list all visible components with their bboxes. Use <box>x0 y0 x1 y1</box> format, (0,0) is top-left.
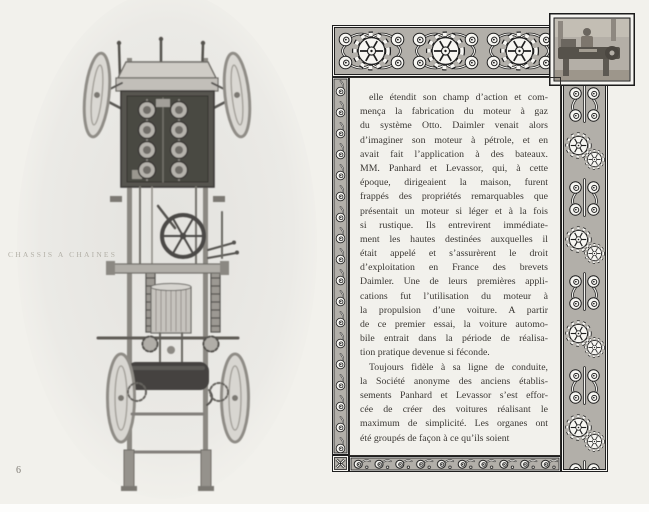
text-line: elle étendit son champ d’action et com- <box>369 92 548 103</box>
text-line: cations fut l’utilisation du moteur à <box>360 290 548 302</box>
page-number: 6 <box>16 465 21 476</box>
text-line: la Société anonyme des anciens établis- <box>360 375 548 387</box>
text-line: si rustique. Ils entrevirent immédiate- <box>360 219 548 231</box>
text-line: présentait un moteur si léger et à la fois <box>360 205 548 217</box>
text-line: était appelé et s’assurèrent le droit <box>360 248 548 260</box>
text-line: mença la fabrication du moteur à gaz <box>360 106 548 118</box>
text-line: bile entrait dans la période de réalisa- <box>360 333 548 345</box>
ornament-corner <box>332 455 349 472</box>
text-line: été groupés de façon à ce qu’ils soient <box>360 432 510 444</box>
ornament-border-bottom <box>349 456 561 472</box>
text-line: avait fait l’application à des bateaux. <box>360 148 548 160</box>
text-line: d’imaginer son moteur à pétrole, et en <box>360 134 548 146</box>
text-line: cée de créer des voitures réalisant le <box>360 404 548 416</box>
text-line: d’exploitation en France des brevets <box>360 262 548 274</box>
ornament-border-right <box>561 77 608 472</box>
text-line: époque, dirigeaient la maison, furent <box>360 177 548 189</box>
ornament-border-top <box>332 25 553 77</box>
text-line: Toujours fidèle à sa ligne de conduite, <box>369 361 548 373</box>
text-line: de ce premier essai, la voiture automo- <box>360 319 548 330</box>
text-line: tion pratique devenue si féconde. <box>360 347 490 359</box>
scan-edge <box>0 504 649 512</box>
workshop-inset-photo <box>549 13 635 86</box>
text-line: du système Otto. Daimler venait alors <box>360 120 548 132</box>
text-line: ment les hautes destinées auxquelles il <box>360 233 548 245</box>
text-line: maximum de simplicité. Les organes ont <box>360 418 548 430</box>
photo-caption: CHASSIS A CHAINES <box>8 250 118 259</box>
text-line: sements Panhard et Levassor s’est effor- <box>360 389 548 401</box>
body-text <box>349 77 561 456</box>
text-line: la propulsion d’une voiture. A partir <box>360 304 548 316</box>
text-line: Daimler. Une de leurs premières appli- <box>360 276 548 288</box>
ornament-border-left <box>332 77 349 455</box>
text-line: frappés des propriétés remarquables que <box>360 191 548 203</box>
text-line: MM. Panhard et Levassor, qui, à cette <box>360 162 548 174</box>
right-page <box>325 0 649 512</box>
